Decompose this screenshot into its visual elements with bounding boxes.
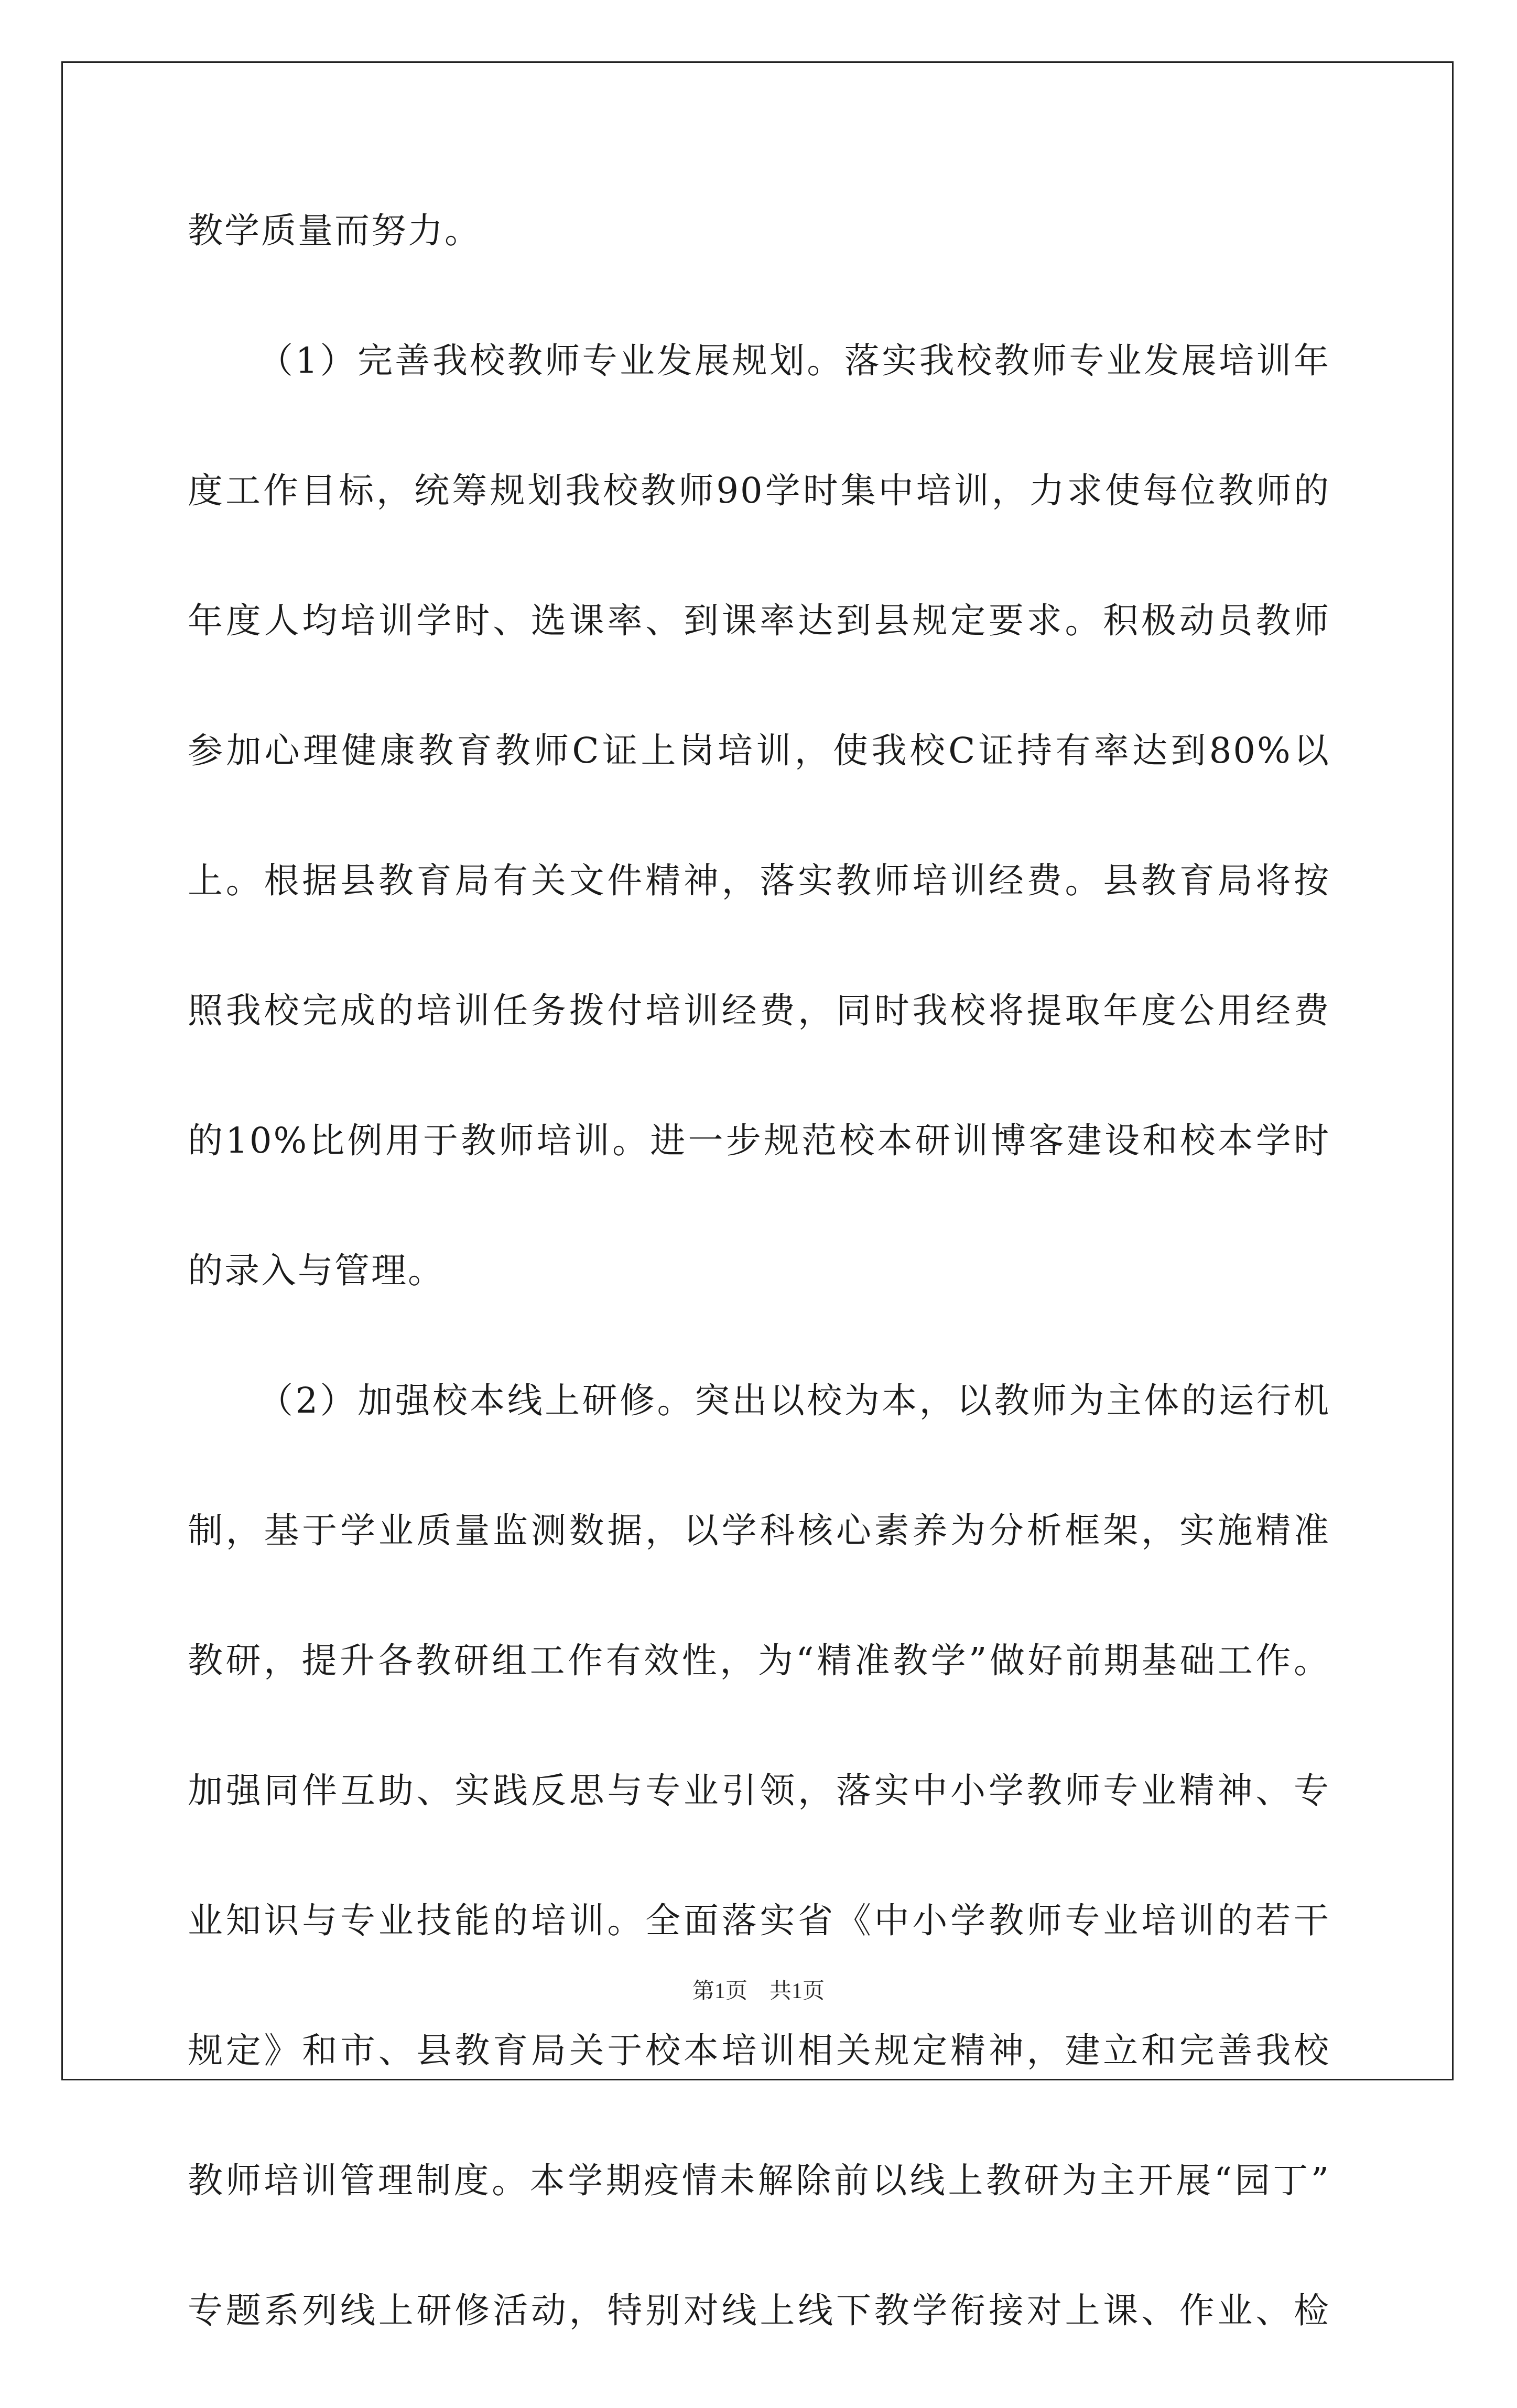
paragraph-line: 参加心理健康教育教师C证上岗培训，使我校C证持有率达到80%以	[188, 730, 1330, 771]
paragraph-line: 专题系列线上研修活动，特别对线上线下教学衔接对上课、作业、检	[188, 2290, 1330, 2331]
paragraph-line: 的10%比例用于教师培训。进一步规范校本研训博客建设和校本学时	[188, 1120, 1330, 1161]
paragraph-line: 照我校完成的培训任务拨付培训经费，同时我校将提取年度公用经费	[188, 990, 1330, 1031]
paragraph-line: 制，基于学业质量监测数据，以学科核心素养为分析框架，实施精准	[188, 1510, 1330, 1551]
page-footer: 第1页 共1页	[692, 1979, 825, 2003]
paragraph-line: （1）完善我校教师专业发展规划。落实我校教师专业发展培训年	[258, 340, 1330, 381]
paragraph-line: 教师培训管理制度。本学期疫情未解除前以线上教研为主开展“园丁”	[188, 2160, 1330, 2201]
paragraph-line: 教学质量而努力。	[188, 210, 481, 251]
paragraph-line: 的录入与管理。	[188, 1250, 445, 1291]
paragraph-line: 度工作目标，统筹规划我校教师90学时集中培训，力求使每位教师的	[188, 470, 1330, 511]
paragraph-line: 年度人均培训学时、选课率、到课率达到县规定要求。积极动员教师	[188, 600, 1330, 641]
paragraph-line: 上。根据县教育局有关文件精神，落实教师培训经费。县教育局将按	[188, 860, 1330, 901]
paragraph-line: 规定》和市、县教育局关于校本培训相关规定精神，建立和完善我校	[188, 2030, 1330, 2071]
document-body	[188, 198, 1330, 2408]
paragraph-line: （2）加强校本线上研修。突出以校为本，以教师为主体的运行机	[258, 1380, 1330, 1421]
paragraph-line: 业知识与专业技能的培训。全面落实省《中小学教师专业培训的若干	[188, 1900, 1330, 1941]
paragraph-line: 教研，提升各教研组工作有效性，为“精准教学”做好前期基础工作。	[188, 1640, 1330, 1681]
paragraph-line: 加强同伴互助、实践反思与专业引领，落实中小学教师专业精神、专	[188, 1770, 1330, 1811]
